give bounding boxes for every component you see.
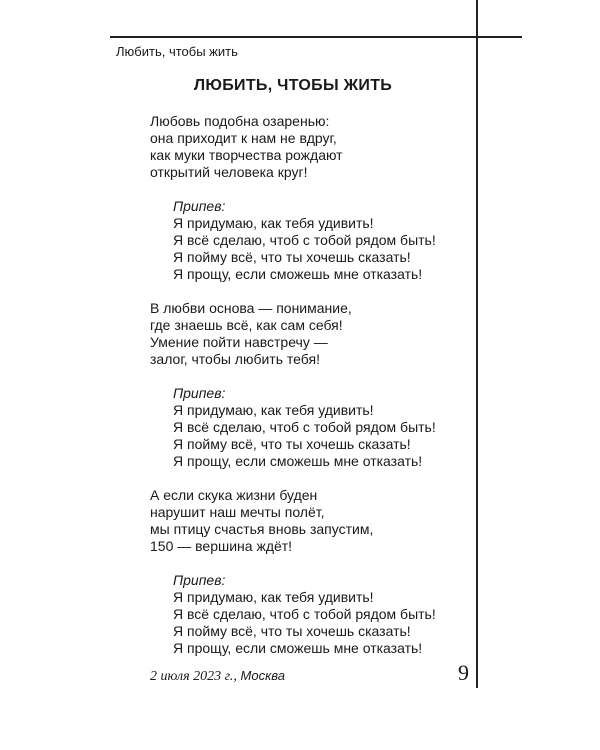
- chorus-2: [173, 385, 436, 470]
- poem-line: Умение пойти навстречу —: [150, 334, 328, 350]
- chorus-label: Припев:: [173, 385, 226, 401]
- signature-city: Москва: [240, 668, 285, 683]
- poem-line: как муки творчества рождают: [150, 147, 343, 163]
- poem-line: где знаешь всё, как сам себя!: [150, 317, 343, 333]
- chorus-line: Я всё сделаю, чтоб с тобой рядом быть!: [173, 419, 436, 435]
- chorus-line: Я придумаю, как тебя удивить!: [173, 589, 374, 605]
- poem-line: 150 — вершина ждёт!: [150, 538, 293, 554]
- chorus-line: Я прощу, если сможешь мне отказать!: [173, 640, 423, 656]
- chorus-line: Я пойму всё, что ты хочешь сказать!: [173, 249, 411, 265]
- chorus-label: Припев:: [173, 198, 226, 214]
- stanza-1: [150, 113, 436, 181]
- chorus-line: Я пойму всё, что ты хочешь сказать!: [173, 623, 411, 639]
- poem-line: А если скука жизни буден: [150, 487, 318, 503]
- poem-line: залог, чтобы любить тебя!: [150, 351, 320, 367]
- page-number: 9: [458, 660, 469, 685]
- chorus-line: Я прощу, если сможешь мне отказать!: [173, 453, 423, 469]
- chorus-1: [173, 198, 436, 283]
- running-header: Любить, чтобы жить: [116, 44, 238, 59]
- chorus-line: Я всё сделаю, чтоб с тобой рядом быть!: [173, 232, 436, 248]
- chorus-line: Я всё сделаю, чтоб с тобой рядом быть!: [173, 606, 436, 622]
- chorus-label: Припев:: [173, 572, 226, 588]
- header-rule: [110, 36, 522, 38]
- stanza-3: [150, 487, 436, 555]
- poem-line: она приходит к нам не вдруг,: [150, 130, 337, 146]
- chorus-line: Я придумаю, как тебя удивить!: [173, 402, 374, 418]
- chorus-line: Я придумаю, как тебя удивить!: [173, 215, 374, 231]
- stanza-2: [150, 300, 436, 368]
- poem-line: открытий человека круг!: [150, 164, 308, 180]
- poem-title: ЛЮБИТЬ, ЧТОБЫ ЖИТЬ: [193, 77, 393, 94]
- chorus-line: Я прощу, если сможешь мне отказать!: [173, 266, 423, 282]
- vertical-rule: [476, 0, 478, 688]
- chorus-line: Я пойму всё, что ты хочешь сказать!: [173, 436, 411, 452]
- signature: [150, 668, 285, 685]
- chorus-3: [173, 572, 436, 657]
- poem-line: Любовь подобна озаренью:: [150, 113, 330, 129]
- poem-line: В любви основа — понимание,: [150, 300, 352, 316]
- poem-line: нарушит наш мечты полёт,: [150, 504, 325, 520]
- poem-line: мы птицу счастья вновь запустим,: [150, 521, 374, 537]
- signature-date: 2 июля 2023 г.,: [150, 669, 237, 684]
- poem-body: [150, 113, 436, 674]
